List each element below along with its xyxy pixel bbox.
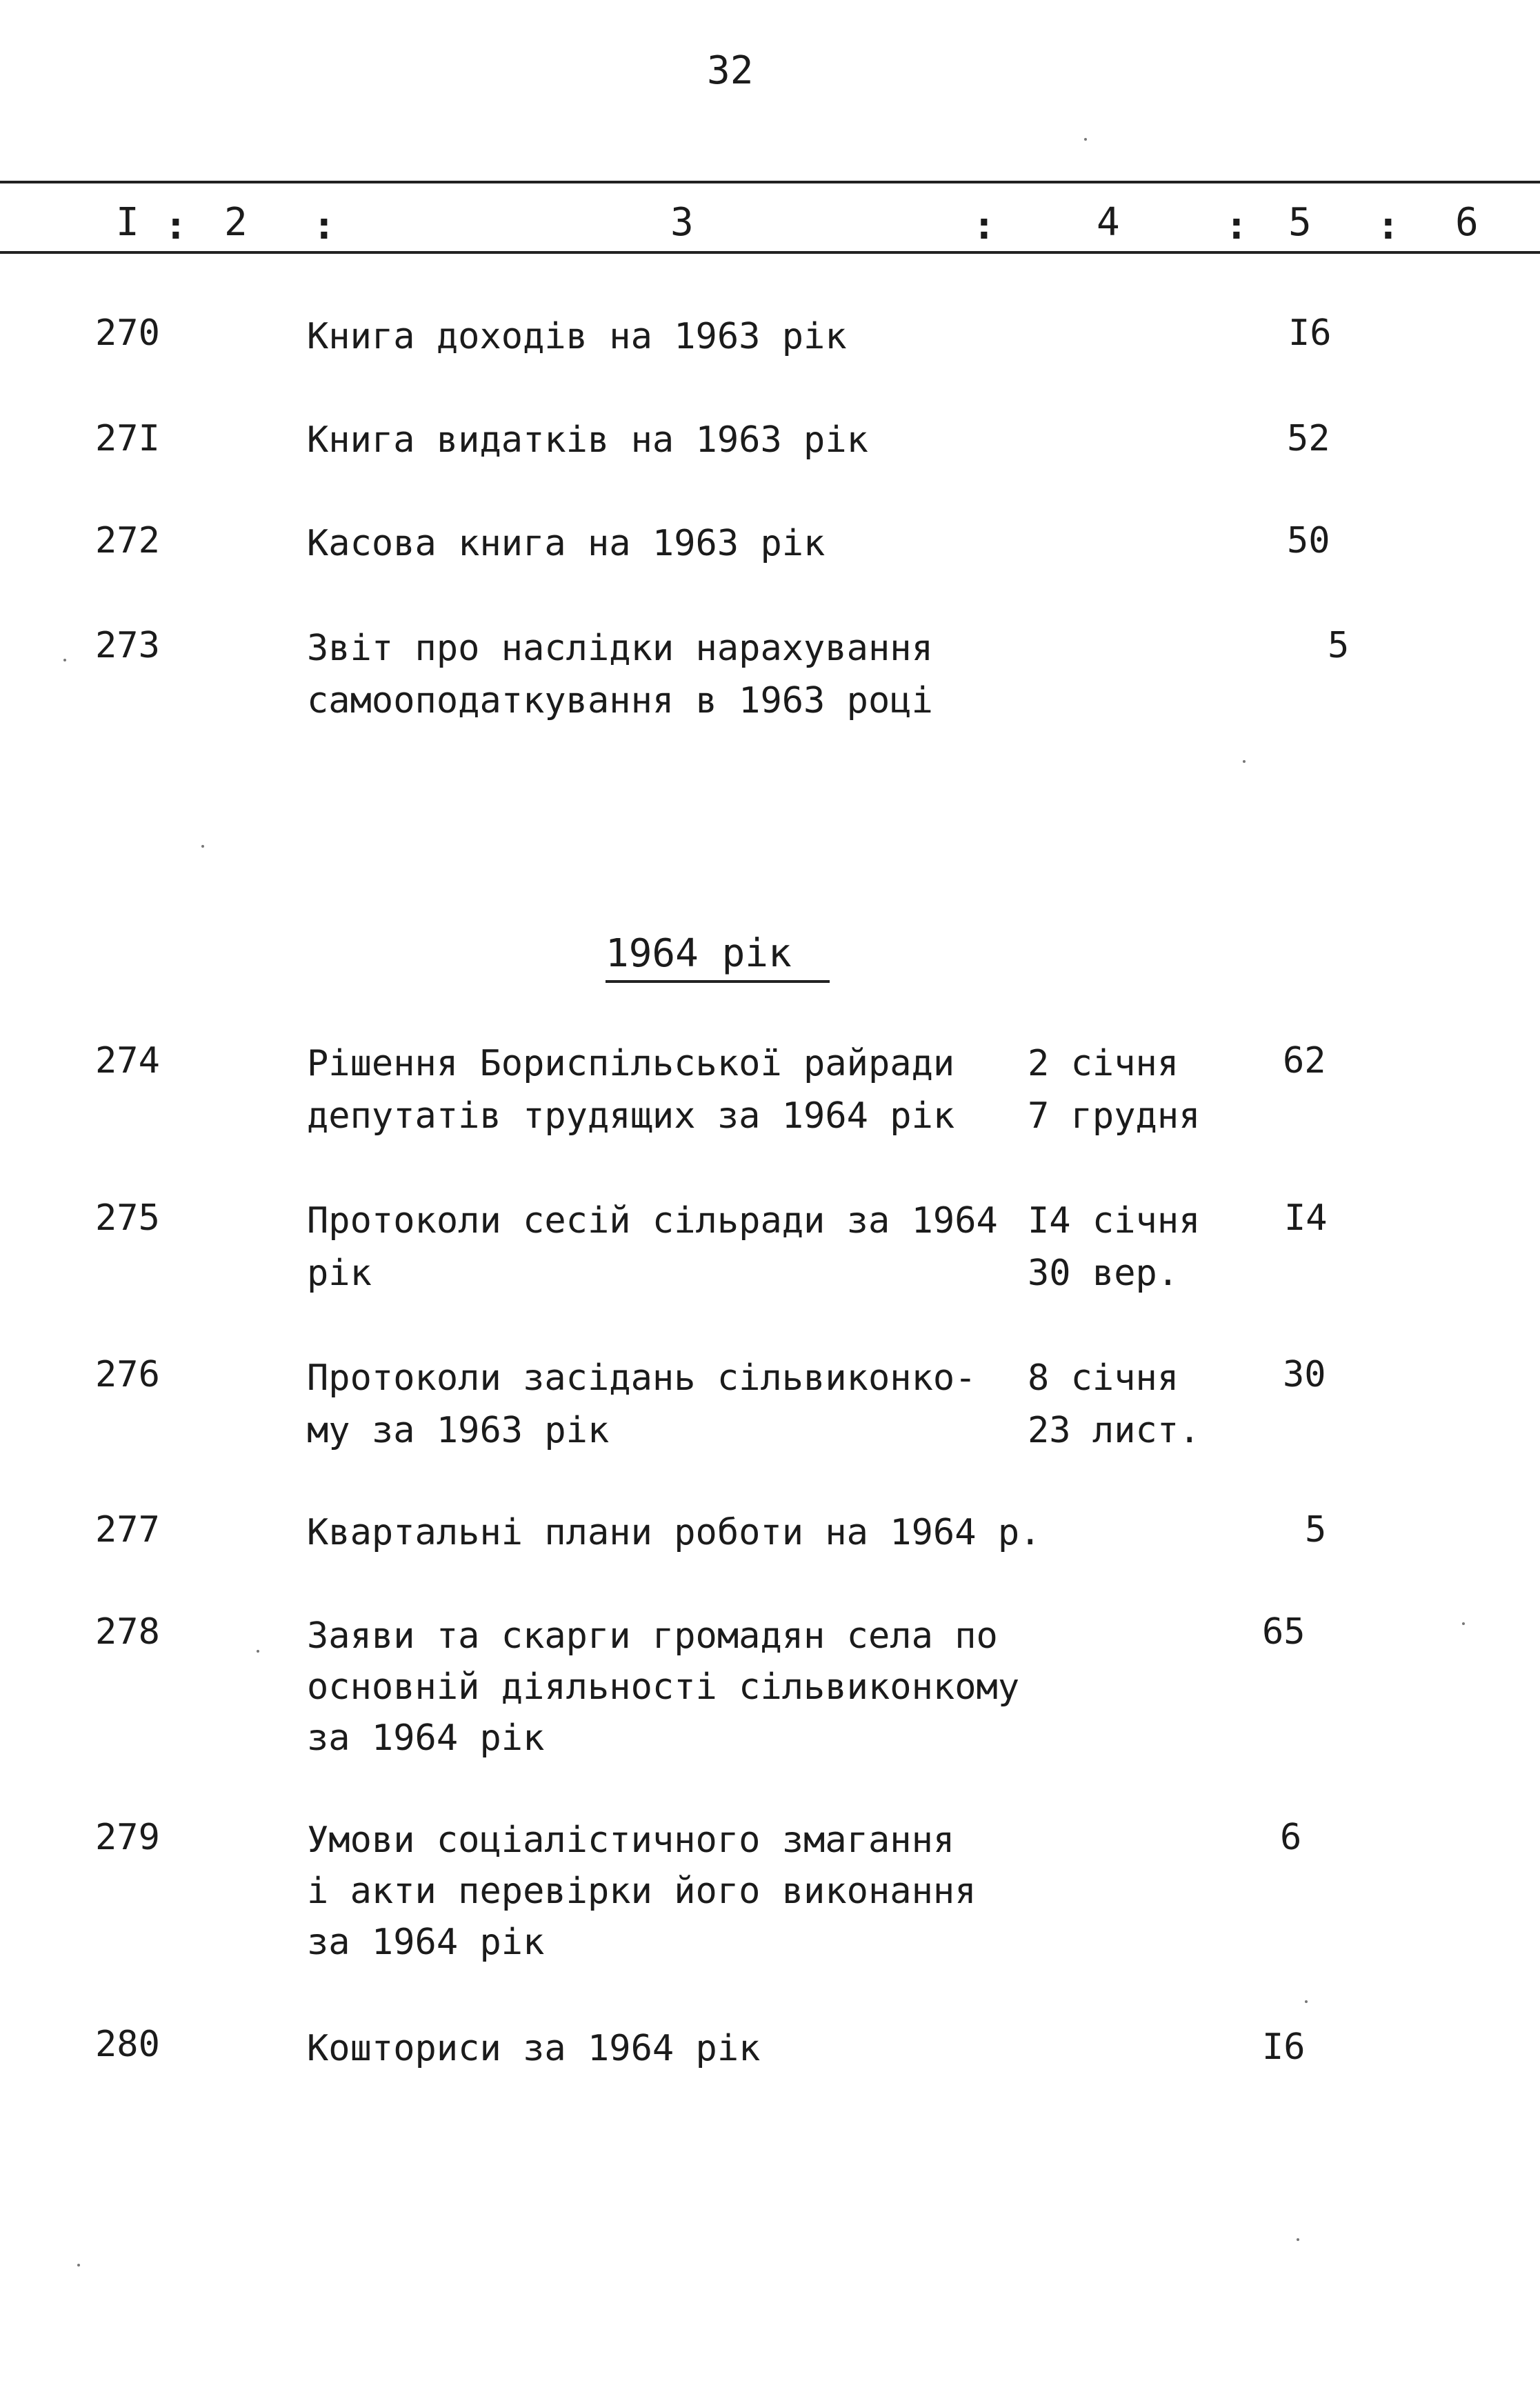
- row-title-line: Рішення Бориспільської райради: [307, 1043, 955, 1084]
- column-separator: :: [1225, 203, 1248, 248]
- column-separator: :: [164, 203, 188, 248]
- row-count: I6: [1262, 2026, 1306, 2068]
- row-number: 274: [95, 1040, 160, 1082]
- column-separator: :: [312, 203, 336, 248]
- row-number: 278: [95, 1611, 160, 1653]
- row-number: 280: [95, 2024, 160, 2065]
- row-count: 65: [1262, 1611, 1306, 1653]
- section-title: 1964 рік: [606, 928, 830, 983]
- scan-speck: [1305, 2000, 1308, 2003]
- row-count: I6: [1288, 312, 1332, 354]
- column-header-2: 2: [224, 200, 248, 245]
- row-date-line: 7 грудня: [1028, 1095, 1201, 1137]
- scan-speck: [1462, 1622, 1465, 1625]
- scan-speck: [1243, 760, 1246, 763]
- column-separator: :: [1377, 203, 1400, 248]
- column-header-6: 6: [1455, 200, 1479, 245]
- row-number: 279: [95, 1817, 160, 1858]
- column-header-3: 3: [670, 200, 694, 245]
- row-date-line: 2 січня: [1028, 1043, 1179, 1084]
- row-date-line: 23 лист.: [1028, 1410, 1201, 1451]
- row-title-line: Кошториси за 1964 рік: [307, 2028, 761, 2069]
- row-title-line: Заяви та скарги громадян села по: [307, 1615, 998, 1657]
- row-count: I4: [1284, 1197, 1328, 1239]
- row-title-line: рік: [307, 1253, 372, 1294]
- scan-speck: [63, 659, 66, 661]
- row-number: 277: [95, 1509, 160, 1551]
- row-count: 6: [1280, 1817, 1302, 1858]
- header-rule-top: [0, 181, 1540, 183]
- row-date-line: 8 січня: [1028, 1357, 1179, 1399]
- row-title-line: Звіт про наслідки нарахування: [307, 628, 933, 669]
- row-title-line: му за 1963 рік: [307, 1410, 610, 1451]
- row-number: 273: [95, 625, 160, 666]
- row-title-line: Книга видатків на 1963 рік: [307, 419, 868, 461]
- row-title-line: депутатів трудящих за 1964 рік: [307, 1095, 955, 1137]
- row-title-line: за 1964 рік: [307, 1922, 545, 1963]
- row-title-line: Книга доходів на 1963 рік: [307, 316, 847, 357]
- row-count: 50: [1287, 520, 1330, 561]
- scan-speck: [257, 1650, 259, 1653]
- row-number: 270: [95, 312, 160, 354]
- row-number: 275: [95, 1197, 160, 1239]
- row-count: 5: [1305, 1509, 1327, 1551]
- row-count: 52: [1287, 418, 1330, 459]
- scan-speck: [77, 2264, 80, 2266]
- row-title-line: основній діяльності сільвиконкому: [307, 1666, 1020, 1708]
- row-date-line: 30 вер.: [1028, 1253, 1179, 1294]
- column-header-1: I: [116, 200, 139, 245]
- scan-speck: [1297, 2238, 1299, 2241]
- row-title-line: за 1964 рік: [307, 1717, 545, 1759]
- row-title-line: Квартальні плани роботи на 1964 р.: [307, 1512, 1041, 1553]
- row-title-line: Умови соціалістичного змагання: [307, 1820, 955, 1861]
- row-title-line: самооподаткування в 1963 році: [307, 680, 933, 721]
- scan-speck: [201, 845, 204, 848]
- row-title-line: Касова книга на 1963 рік: [307, 523, 826, 564]
- row-title-line: Протоколи сесій сільради за 1964: [307, 1200, 998, 1242]
- row-number: 276: [95, 1354, 160, 1395]
- row-count: 62: [1283, 1040, 1326, 1082]
- column-header-5: 5: [1288, 200, 1312, 245]
- row-title-line: і акти перевірки його виконання: [307, 1871, 977, 1912]
- row-number: 27I: [95, 418, 160, 459]
- row-number: 272: [95, 520, 160, 561]
- header-rule-bottom: [0, 251, 1540, 254]
- scan-speck: [1084, 138, 1087, 141]
- row-count: 5: [1328, 625, 1350, 666]
- column-separator: :: [972, 203, 996, 248]
- column-header-4: 4: [1097, 200, 1120, 245]
- row-title-line: Протоколи засідань сільвиконко-: [307, 1357, 977, 1399]
- row-date-line: I4 січня: [1028, 1200, 1201, 1242]
- page-number: 32: [707, 48, 754, 93]
- row-count: 30: [1283, 1354, 1326, 1395]
